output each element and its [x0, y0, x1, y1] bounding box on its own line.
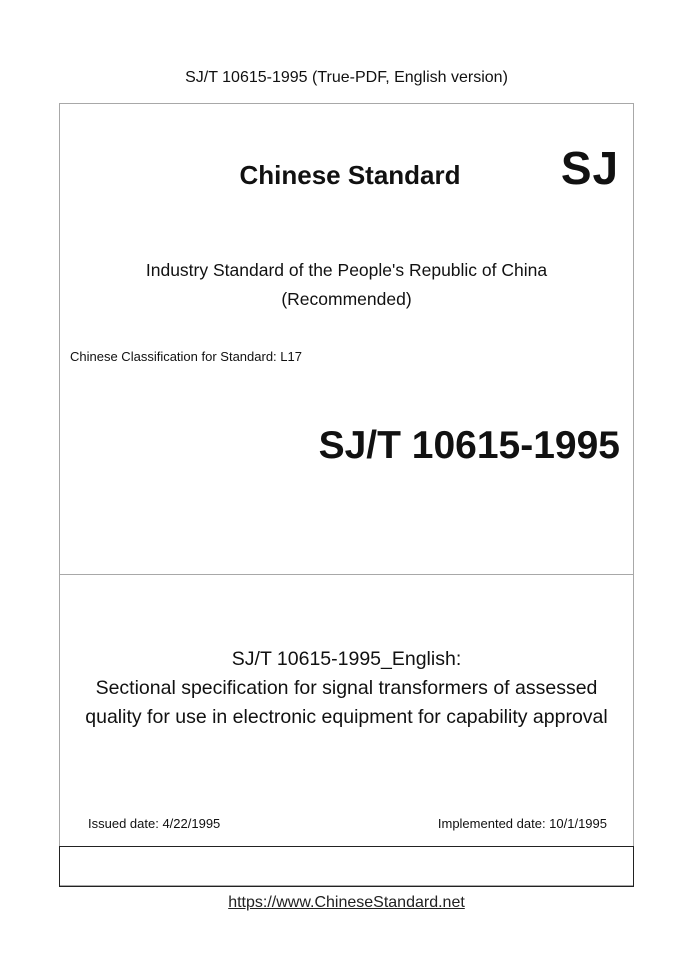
document-title-line-2: Sectional specification for signal transformers of assessed [95, 677, 598, 699]
cover-frame [59, 103, 634, 886]
empty-footer-box [59, 846, 634, 887]
classification-label: Chinese Classification for Standard: L17 [70, 349, 302, 364]
standard-code: SJ/T 10615-1995 [318, 424, 620, 467]
document-title-line-1: SJ/T 10615-1995_English: [231, 648, 462, 670]
recommended-label: (Recommended) [281, 289, 412, 309]
section-divider [59, 574, 634, 575]
issued-date: Issued date: 4/22/1995 [88, 816, 221, 831]
industry-standard-line: Industry Standard of the People's Republic of China [145, 260, 548, 280]
implemented-date: Implemented date: 10/1/1995 [437, 816, 607, 831]
standard-title: Chinese Standard [239, 160, 461, 190]
website-link[interactable]: https://www.ChineseStandard.net [228, 894, 465, 911]
page-header: SJ/T 10615-1995 (True-PDF, English version) [185, 69, 508, 86]
document-title-line-3: quality for use in electronic equipment for capability approval [85, 706, 608, 728]
standard-mark: SJ [560, 142, 620, 194]
